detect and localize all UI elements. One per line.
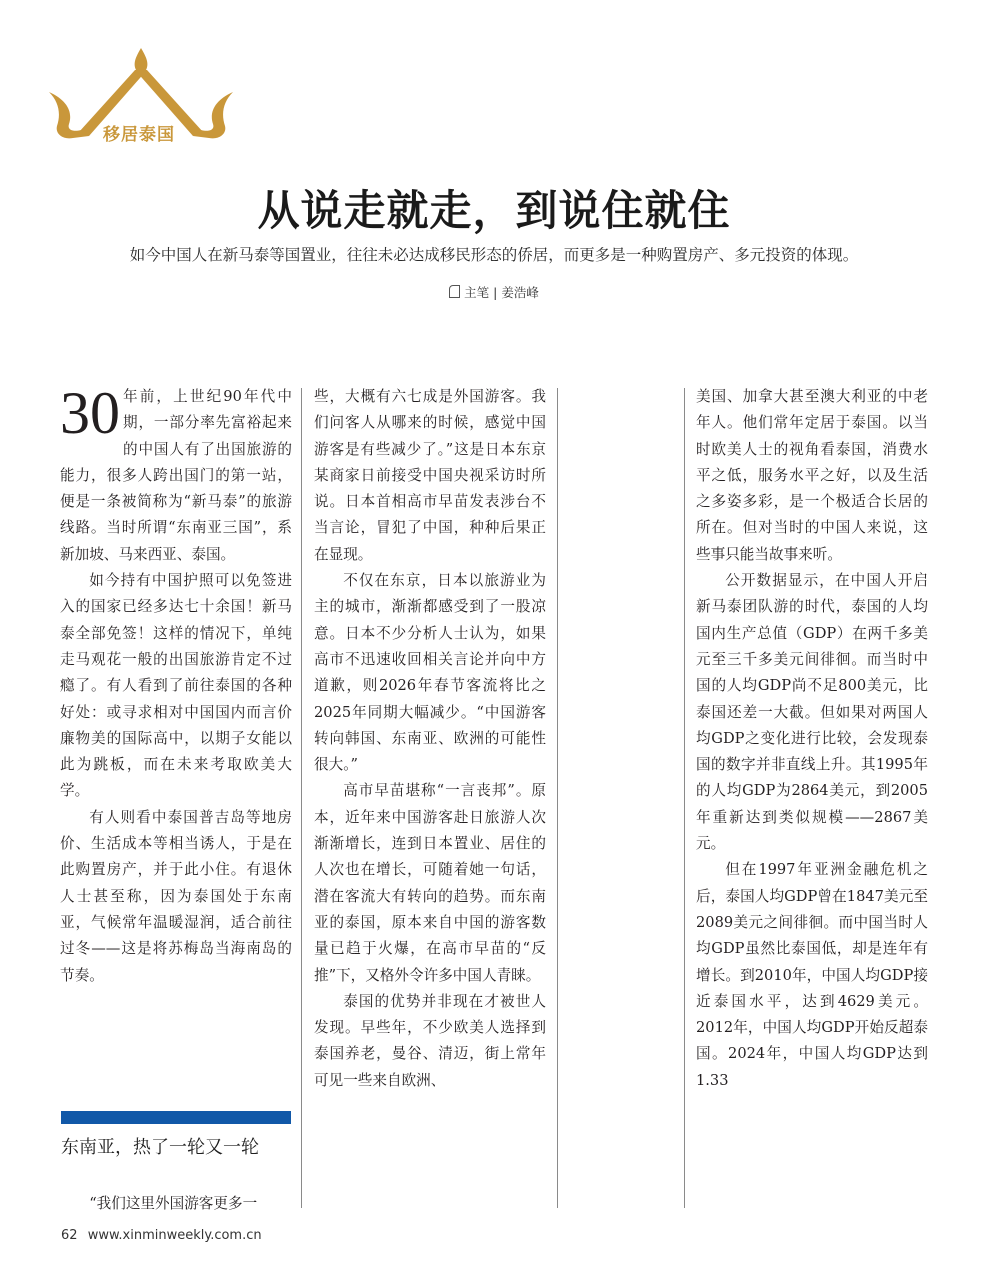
paragraph: 有人则看中泰国普吉岛等地房价、生活成本等相当诱人，于是在此购置房产，并于此小住。有退休人士甚至称，因为泰国处于东南亚，气候常年温暖湿润，适合前往过冬——这是将苏梅岛当海南岛的节奏。 — [60, 808, 292, 984]
byline-separator: | — [493, 285, 498, 300]
article-title: 从说走就走，到说住就住 — [257, 186, 731, 235]
article-column-1-tail — [60, 1192, 292, 1216]
page-number: 62 — [61, 1228, 78, 1243]
article-column-1 — [60, 380, 292, 989]
paragraph: 泰国的优势并非现在才被世人发现。早些年，不少欧美人选择到泰国养老，曼谷、清迈，街上常年可见一些来自欧洲、 — [314, 992, 546, 1089]
paragraph: 些，大概有六七成是外国游客。我们问客人从哪来的时候，感觉中国游客是有些减少了。”这是日本东京某商家日前接受中国央视采访时所说。日本首相高市早苗发表涉台不当言论，冒犯了中国，种种后果正在显现。 — [314, 388, 546, 563]
column-divider — [557, 388, 558, 1208]
paragraph: 公开数据显示，在中国人开启新马泰团队游的时代，泰国的人均国内生产总值（GDP）在两千多美元至三千多美元间徘徊。而当时中国的人均GDP尚不足800美元，比泰国还差一大截。但如果对两国人均GDP之变化进行比较，会发现泰国的数字并非直线上升。其1995年的人均GDP为2864美元，到2005年重新达到类似规模——2867美元。 — [696, 572, 928, 853]
column-divider — [301, 388, 302, 1208]
section-heading-bar — [61, 1111, 291, 1124]
section-label: 移居泰国 — [103, 125, 175, 145]
paragraph: 但在1997年亚洲金融危机之后，泰国人均GDP曾在1847美元至2089美元之间徘徊。而中国当时人均GDP虽然比泰国低，却是连年有增长。到2010年，中国人均GDP接近泰国水平，达到4629美元。2012年，中国人均GDP开始反超泰国。2024年，中国人均GDP达到1.33 — [696, 861, 928, 1089]
paragraph: 如今持有中国护照可以免签进入的国家已经多达七十余国！新马泰全部免签！这样的情况下，单纯走马观花一般的出国旅游肯定不过瘾了。有人看到了前往泰国的各种好处：或寻求相对中国国内而言价廉物美的国际高中，以期子女能以此为跳板，而在未来考取欧美大学。 — [60, 572, 292, 800]
paragraph: “我们这里外国游客更多一 — [89, 1195, 258, 1212]
article-column-3 — [696, 384, 928, 1094]
paragraph: 不仅在东京，日本以旅游业为主的城市，渐渐都感受到了一股凉意。日本不少分析人士认为，如果高市不迅速收回相关言论并向中方道歉，则2026年春节客流将比之2025年同期大幅减少。“中国游客转向韩国、东南亚、欧洲的可能性很大。” — [314, 572, 546, 774]
paragraph: 高市早苗堪称“一言丧邦”。原本，近年来中国游客赴日旅游人次渐渐增长，连到日本置业、居住的人次也在增长，可随着她一句话，潜在客流大有转向的趋势。而东南亚的泰国，原本来自中国的游客数量已趋于火爆，在高市早苗的“反推”下，又格外令许多中国人青睐。 — [314, 782, 546, 984]
drop-cap: 30 — [60, 380, 120, 446]
pen-icon — [449, 285, 460, 298]
article-subtitle: 如今中国人在新马泰等国置业，往往未必达成移民形态的侨居，而更多是一种购置房产、多元投资的体现。 — [129, 246, 859, 264]
byline-author: 姜浩峰 — [501, 285, 539, 300]
website-link[interactable]: www.xinminweekly.com.cn — [87, 1228, 262, 1243]
column-divider — [684, 388, 685, 1208]
article-column-2 — [314, 384, 546, 1094]
page-footer — [61, 1228, 262, 1243]
byline-role: 主笔 — [464, 285, 490, 300]
paragraph: 美国、加拿大甚至澳大利亚的中老年人。他们常年定居于泰国。以当时欧美人士的视角看泰国，消费水平之低，服务水平之好，以及生活之多姿多彩，是一个极适合长居的所在。但对当时的中国人来说，这些事只能当故事来听。 — [696, 388, 928, 563]
byline — [0, 283, 988, 301]
section-heading: 东南亚，热了一轮又一轮 — [61, 1137, 259, 1158]
section-logo — [45, 44, 237, 144]
paragraph: 30 年前，上世纪90年代中期，一部分率先富裕起来的中国人有了出国旅游的能力，很多人跨出国门的第一站，便是一条被简称为“新马泰”的旅游线路。当时所谓“东南亚三国”，系新加坡、马来西亚、泰国。 — [60, 380, 292, 563]
